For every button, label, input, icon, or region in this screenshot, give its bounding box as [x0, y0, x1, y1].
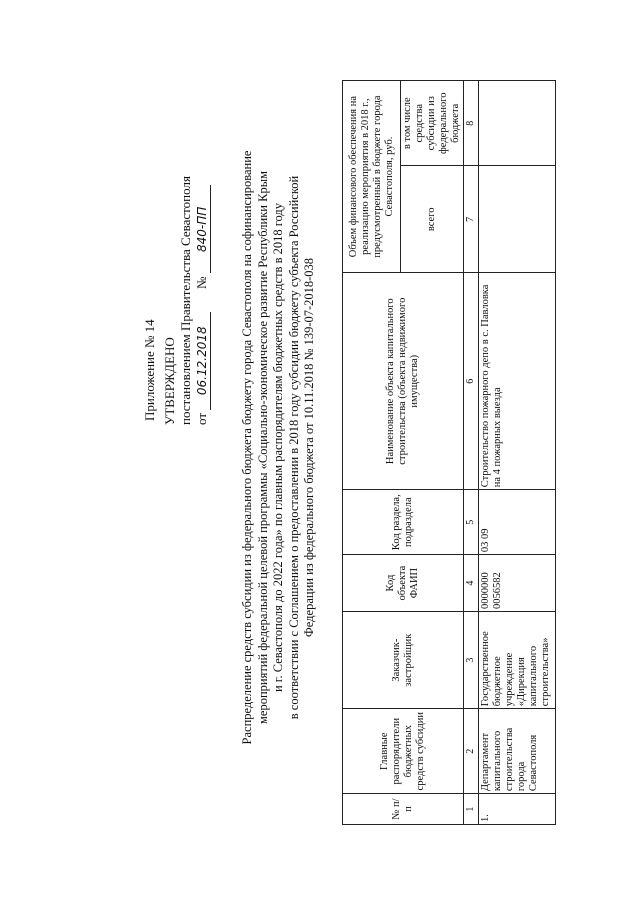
header-federal: в том числе средства субсидии из федерального бюджета — [401, 81, 464, 166]
row-customer: Государственное бюджетное учреждение «Дирекция капитального строительства» — [479, 612, 556, 709]
column-number: 2 — [464, 709, 479, 794]
column-number: 6 — [464, 273, 479, 490]
row-federal — [479, 81, 556, 166]
title-line: Распределение средств субсидии из федерального бюджета бюджету города Севастополя на софинансирование — [240, 150, 254, 745]
appendix-label: Приложение № 14 — [142, 319, 157, 421]
column-number: 8 — [464, 81, 479, 166]
from-label: от — [194, 412, 209, 425]
decree-number: 840-ПП — [194, 185, 211, 273]
row-total — [479, 166, 556, 273]
column-number: 4 — [464, 555, 479, 612]
decree-date: 06.12.2018 — [194, 312, 211, 410]
column-number: 1 — [464, 794, 479, 825]
header-faip-code: Код объекта ФАИП — [343, 555, 464, 612]
decree-line: постановлением Правительства Севастополя — [178, 176, 193, 425]
row-faip-code: 0000000 0056582 — [479, 555, 556, 612]
column-number: 3 — [464, 612, 479, 709]
header-total: всего — [401, 166, 464, 273]
row-manager: Департамент капитального строительства города Севастополя — [479, 709, 556, 794]
column-number: 5 — [464, 490, 479, 555]
approval-block — [162, 176, 211, 425]
row-object-name: Строительство пожарного депо в с. Павловка на 4 пожарных выезда — [479, 273, 556, 490]
header-volume: Объем финансового обеспечения на реализацию мероприятия в 2018 г., предусмотренный в бюджете города Севастополя, руб. — [343, 81, 401, 273]
title-line: в соответствии с Соглашением о предоставлении в 2018 году субсидии бюджету субъекта Российской — [286, 175, 301, 720]
table-row — [479, 81, 556, 825]
document-title — [240, 60, 318, 835]
approved-heading: УТВЕРЖДЕНО — [162, 337, 177, 425]
header-number: № п/п — [343, 794, 464, 825]
header-section-code: Код раздела, подраздела — [343, 490, 464, 555]
column-number: 7 — [464, 166, 479, 273]
header-manager: Главные распорядители бюджетных средств субсидии — [343, 709, 464, 794]
title-line: мероприятий федеральной целевой программы «Социально-экономическое развитие Республики Крым — [255, 171, 270, 725]
title-line: и г. Севастополя до 2022 года» по главным распорядителям бюджетных средств в 2018 году — [271, 202, 285, 693]
header-object-name: Наименование объекта капитального строительства (объекта недвижимого имущества) — [343, 273, 464, 490]
row-section-code: 03 09 — [479, 490, 556, 555]
distribution-table — [342, 80, 556, 825]
date-number-line — [194, 176, 211, 425]
row-number: 1. — [479, 794, 556, 825]
header-customer: Заказчик-застройщик — [343, 612, 464, 709]
header-row — [343, 81, 401, 825]
column-number-row — [464, 81, 479, 825]
title-line: Федерации из федерального бюджета от 10.11.2018 № 139-07-2018-038 — [302, 257, 316, 638]
number-label: № — [194, 276, 209, 289]
